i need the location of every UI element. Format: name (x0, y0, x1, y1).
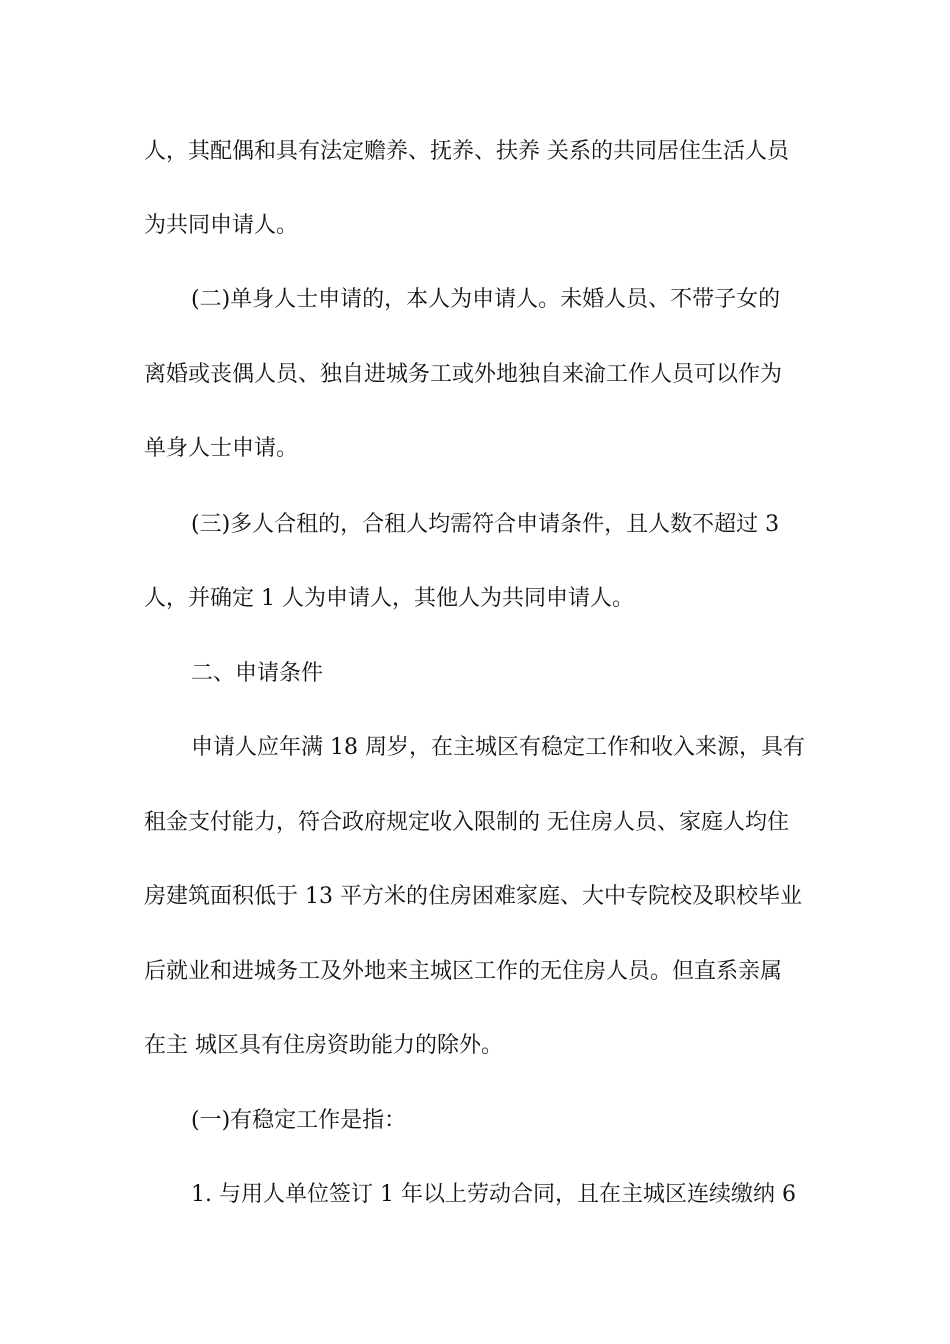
section-heading: 二、申请条件 (191, 661, 324, 686)
paragraph-line: 房建筑面积低于 13 平方米的住房困难家庭、大中专院校及职校毕业 (144, 884, 802, 909)
paragraph-line: (三)多人合租的，合租人均需符合申请条件，且人数不超过 3 (191, 512, 780, 537)
paragraph-line: 1. 与用人单位签订 1 年以上劳动合同，且在主城区连续缴纳 6 (191, 1182, 796, 1207)
paragraph-line: 人，并确定 1 人为申请人，其他人为共同申请人。 (144, 586, 634, 611)
paragraph-line: 后就业和进城务工及外地来主城区工作的无住房人员。但直系亲属 (144, 959, 783, 984)
paragraph-line: 在主 城区具有住房资助能力的除外。 (144, 1033, 503, 1058)
paragraph-line: 人，其配偶和具有法定赡养、抚养、扶养 关系的共同居住生活人员 (144, 139, 789, 164)
paragraph-line: 为共同申请人。 (144, 213, 299, 238)
paragraph-line: 租金支付能力，符合政府规定收入限制的 无住房人员、家庭人均住 (144, 810, 789, 835)
paragraph-line: 申请人应年满 18 周岁，在主城区有稳定工作和收入来源，具有 (191, 735, 805, 760)
paragraph-line: 单身人士申请。 (144, 436, 299, 461)
paragraph-line: 离婚或丧偶人员、独自进城务工或外地独自来渝工作人员可以作为 (144, 362, 783, 387)
paragraph-line: (二)单身人士申请的，本人为申请人。未婚人员、不带子女的 (191, 287, 781, 312)
paragraph-line: (一)有稳定工作是指： (191, 1108, 407, 1133)
